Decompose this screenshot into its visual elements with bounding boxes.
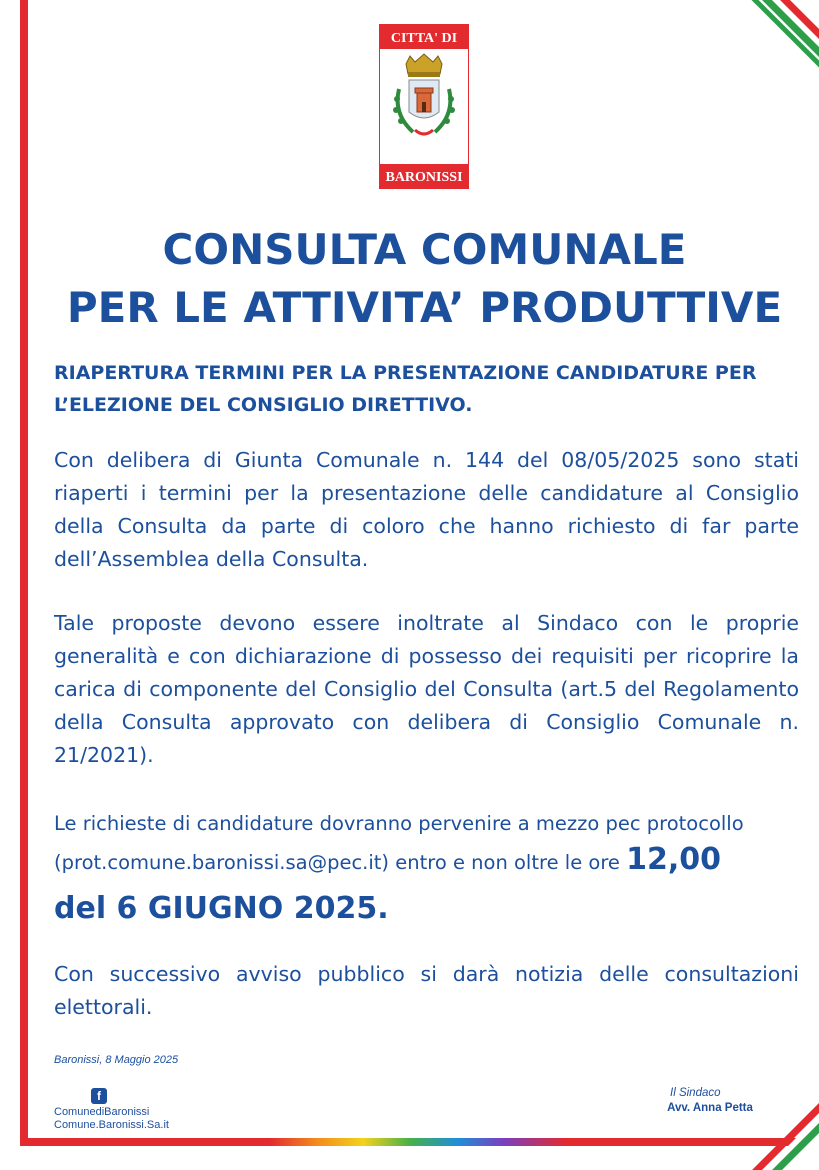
- bottom-rainbow-border: [20, 1138, 800, 1146]
- website-link[interactable]: Comune.Baronissi.Sa.it: [54, 1119, 169, 1131]
- mayor-signature: [630, 1086, 790, 1116]
- italian-flag-corner-top-icon: [729, 0, 819, 90]
- deadline-time: 12,00: [626, 842, 722, 877]
- svg-text:BARONISSI: BARONISSI: [385, 170, 463, 185]
- paragraph-deadline: [54, 806, 804, 927]
- notice-subtitle: RIAPERTURA TERMINI PER LA PRESENTAZIONE CANDIDATURE PER L’ELEZIONE DEL CONSIGLIO DIRETTIVO.: [54, 362, 757, 416]
- svg-text:CITTA' DI: CITTA' DI: [390, 31, 458, 46]
- paragraph-resolution: Con delibera di Giunta Comunale n. 144 del 08/05/2025 sono stati riaperti i termini per la presentazione delle candidature al Consiglio della Consulta da parte di coloro che hanno richiesto di far parte dell’Assemblea della Consulta.: [54, 448, 799, 571]
- deadline-date: del 6 GIUGNO 2025.: [54, 891, 389, 926]
- social-links: [54, 1106, 169, 1132]
- left-red-border: [20, 0, 28, 1146]
- facebook-icon[interactable]: f: [91, 1088, 107, 1104]
- paragraph-requirements: Tale proposte devono essere inoltrate al Sindaco con le proprie generalità e con dichiarazione di possesso dei requisiti per ricoprire la carica di componente del Consiglio del Consulta (art.5 del Regolamento della Consulta approvato con delibera di Consiglio Comunale n. 21/2021).: [54, 611, 799, 767]
- deadline-line-2: [54, 842, 804, 881]
- deadline-pec-text: (prot.comune.baronissi.sa@pec.it) entro e non oltre le ore: [54, 851, 627, 874]
- page-title-line-1: CONSULTA COMUNALE: [162, 225, 687, 274]
- paragraph-elections: Con successivo avviso pubblico si darà notizia delle consultazioni elettorali.: [54, 962, 799, 1019]
- facebook-page-link[interactable]: ComunediBaronissi: [54, 1106, 150, 1118]
- page-title-line-2: PER LE ATTIVITA’ PRODUTTIVE: [66, 283, 783, 332]
- place-and-date: Baronissi, 8 Maggio 2025: [54, 1054, 179, 1066]
- signer-role: Il Sindaco: [670, 1087, 721, 1099]
- signer-name: Avv. Anna Petta: [667, 1102, 753, 1114]
- deadline-line-1: Le richieste di candidature dovranno pervenire a mezzo pec protocollo: [54, 812, 744, 835]
- baronissi-coat-of-arms-logo: [379, 24, 469, 189]
